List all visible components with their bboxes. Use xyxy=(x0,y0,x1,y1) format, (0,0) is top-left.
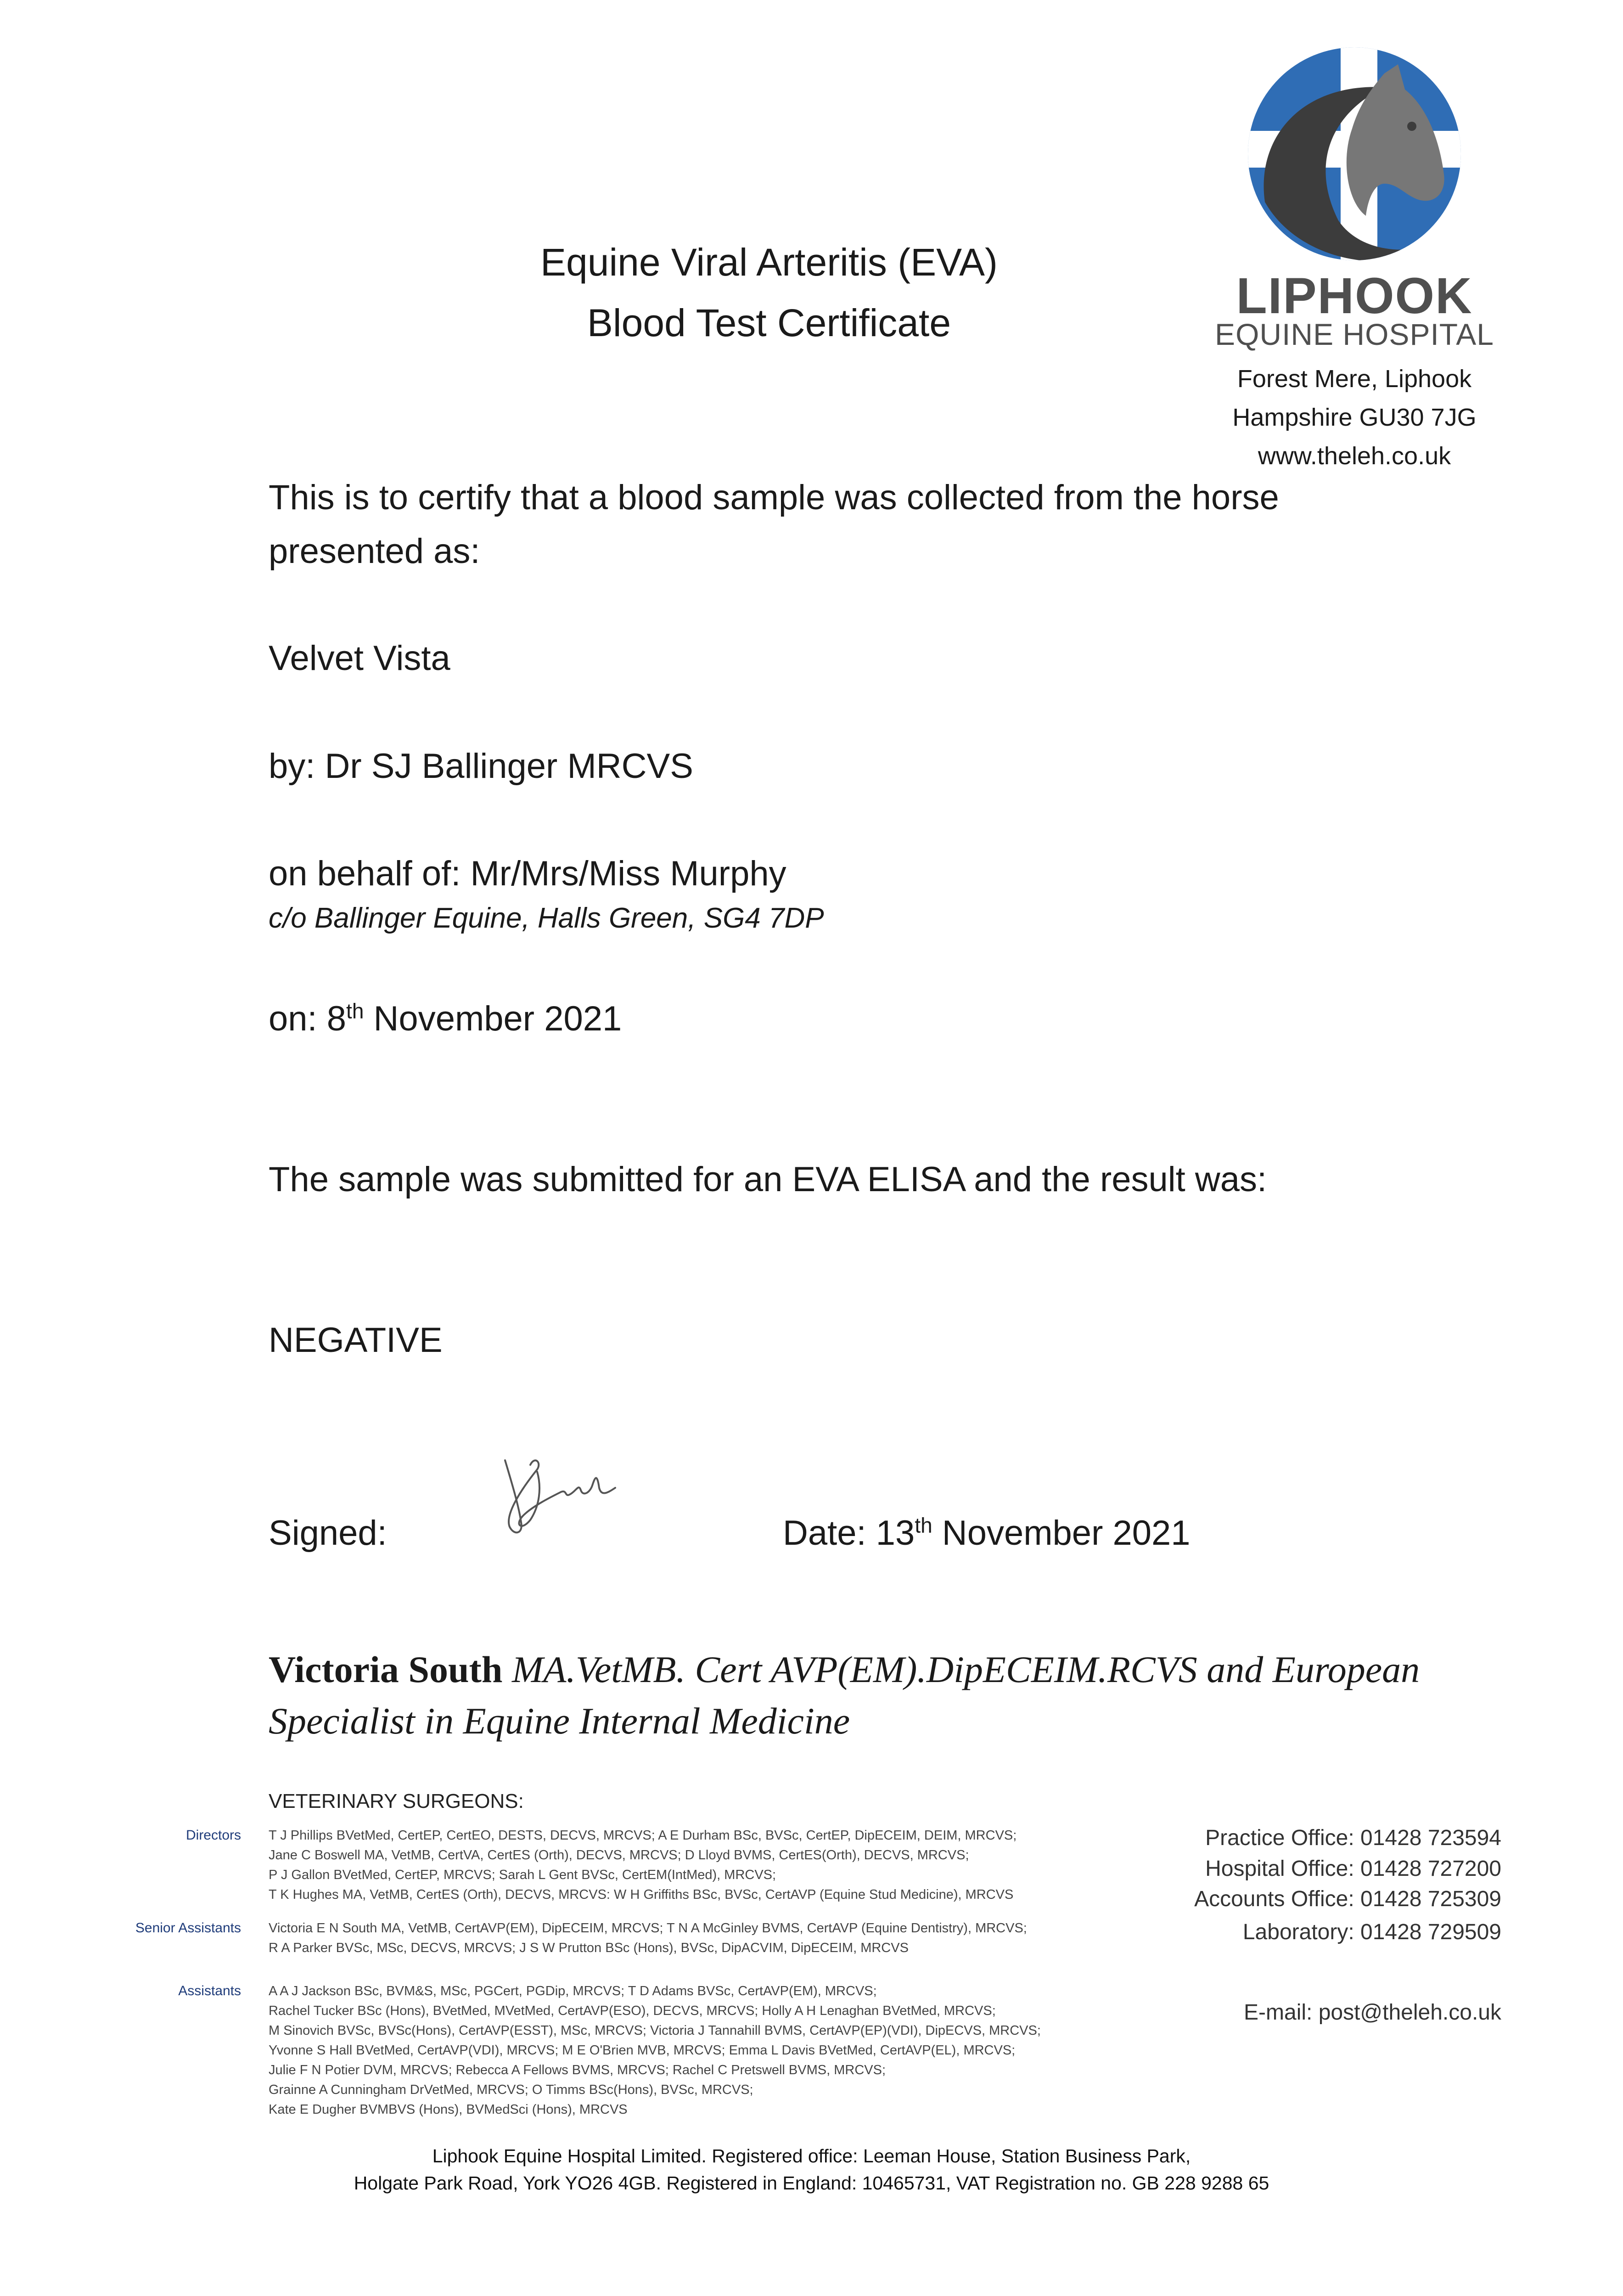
certificate-title-line2: Blood Test Certificate xyxy=(587,301,951,344)
handwritten-signature xyxy=(487,1428,624,1548)
vet-surgeons-heading: VETERINARY SURGEONS: xyxy=(269,1790,524,1812)
on-behalf-of: on behalf of: Mr/Mrs/Miss Murphy xyxy=(269,854,786,893)
horse-name: Velvet Vista xyxy=(269,639,450,678)
certificate-title-line1: Equine Viral Arteritis (EVA) xyxy=(540,241,998,284)
signature-date: Date: 13th November 2021 xyxy=(783,1513,1191,1553)
list-item: A A J Jackson BSc, BVM&S, MSc, PGCert, PGDip, MRCVS; T D Adams BVSc, CertAVP(EM), MRCVS; xyxy=(269,1984,877,1998)
accounts-office-phone: Accounts Office: 01428 725309 xyxy=(1194,1887,1501,1911)
list-item: Rachel Tucker BSc (Hons), BVetMed, MVetMed, CertAVP(ESO), DECVS, MRCVS; Holly A H Lenaghan BVetMed, MRCVS; xyxy=(269,2003,996,2018)
brand-subtitle: EQUINE HOSPITAL xyxy=(1215,317,1494,351)
signatory-credentials-line1: MA.VetMB. Cert AVP(EM).DipECEIM.RCVS and European xyxy=(502,1649,1420,1690)
list-item: Jane C Boswell MA, VetMB, CertVA, CertES (Orth), DECVS, MRCVS; D Lloyd BVMS, CertES(Orth), DECVS, MRCVS; xyxy=(269,1848,969,1863)
certify-intro-line2: presented as: xyxy=(269,532,480,571)
list-item: T J Phillips BVetMed, CertEP, CertEO, DESTS, DECVS, MRCVS; A E Durham BSc, BVSc, CertEP, DipECEIM, DEIM, MRCVS; xyxy=(269,1828,1017,1843)
list-item: P J Gallon BVetMed, CertEP, MRCVS; Sarah L Gent BVSc, CertEM(IntMed), MRCVS; xyxy=(269,1868,776,1882)
directors-label: Directors xyxy=(185,1828,241,1843)
signatory-credentials-line2: Specialist in Equine Internal Medicine xyxy=(269,1700,850,1742)
list-item: T K Hughes MA, VetMB, CertES (Orth), DECVS, MRCVS: W H Griffiths BSc, BVSc, CertAVP (Equine Stud Medicine), MRCVS xyxy=(269,1887,1014,1902)
website: www.theleh.co.uk xyxy=(1258,442,1451,470)
sample-statement: The sample was submitted for an EVA ELISA and the result was: xyxy=(269,1160,1267,1199)
care-of-address: c/o Ballinger Equine, Halls Green, SG4 7DP xyxy=(269,902,824,934)
practice-office-phone: Practice Office: 01428 723594 xyxy=(1205,1826,1501,1850)
brand-name: LIPHOOK xyxy=(1236,268,1473,324)
senior-assistants-list xyxy=(269,1919,1187,1958)
collected-by: by: Dr SJ Ballinger MRCVS xyxy=(269,747,693,786)
office-contacts xyxy=(1125,0,1501,2296)
footer-registration-details: Holgate Park Road, York YO26 4GB. Registered in England: 10465731, VAT Registration no. GB 228 9288 65 xyxy=(354,2172,1269,2194)
certify-intro-line1: This is to certify that a blood sample was collected from the horse xyxy=(269,478,1279,517)
directors-list xyxy=(269,1826,1187,1905)
email-contact: E-mail: post@theleh.co.uk xyxy=(1244,2000,1501,2025)
address-line2: Hampshire GU30 7JG xyxy=(1232,404,1477,431)
footer-registered-office: Liphook Equine Hospital Limited. Registered office: Leeman House, Station Business Park, xyxy=(432,2145,1191,2167)
list-item: R A Parker BVSc, MSc, DECVS, MRCVS; J S W Prutton BSc (Hons), BVSc, DipACVIM, DipECEIM, MRCVS xyxy=(269,1941,909,1955)
list-item: Julie F N Potier DVM, MRCVS; Rebecca A Fellows BVMS, MRCVS; Rachel C Pretswell BVMS, MRCVS; xyxy=(269,2063,886,2077)
senior-assistants-label: Senior Assistants xyxy=(135,1920,241,1936)
hospital-office-phone: Hospital Office: 01428 727200 xyxy=(1205,1857,1501,1881)
list-item: Yvonne S Hall BVetMed, CertAVP(VDI), MRCVS; M E O'Brien MVB, MRCVS; Emma L Davis BVetMed, CertAVP(EL), MRCVS; xyxy=(269,2043,1016,2058)
laboratory-phone: Laboratory: 01428 729509 xyxy=(1242,1920,1501,1944)
signed-label: Signed: xyxy=(269,1514,387,1553)
assistants-list xyxy=(269,1981,1187,2120)
test-result: NEGATIVE xyxy=(269,1321,443,1360)
list-item: M Sinovich BVSc, BVSc(Hons), CertAVP(ESST), MSc, MRCVS; Victoria J Tannahill BVMS, CertAVP(EP)(VDI), DipECVS, MRCVS; xyxy=(269,2023,1041,2038)
list-item: Grainne A Cunningham DrVetMed, MRCVS; O Timms BSc(Hons), BVSc, MRCVS; xyxy=(269,2082,753,2097)
assistants-label: Assistants xyxy=(178,1983,241,1998)
signatory-name: Victoria South xyxy=(269,1649,503,1690)
list-item: Kate E Dugher BVMBVS (Hons), BVMedSci (Hons), MRCVS xyxy=(269,2102,628,2117)
address-line1: Forest Mere, Liphook xyxy=(1237,365,1472,393)
collection-date: on: 8th November 2021 xyxy=(269,999,622,1038)
list-item: Victoria E N South MA, VetMB, CertAVP(EM), DipECEIM, MRCVS; T N A McGinley BVMS, CertAVP (Equine Dentistry), MRCVS; xyxy=(269,1921,1027,1936)
